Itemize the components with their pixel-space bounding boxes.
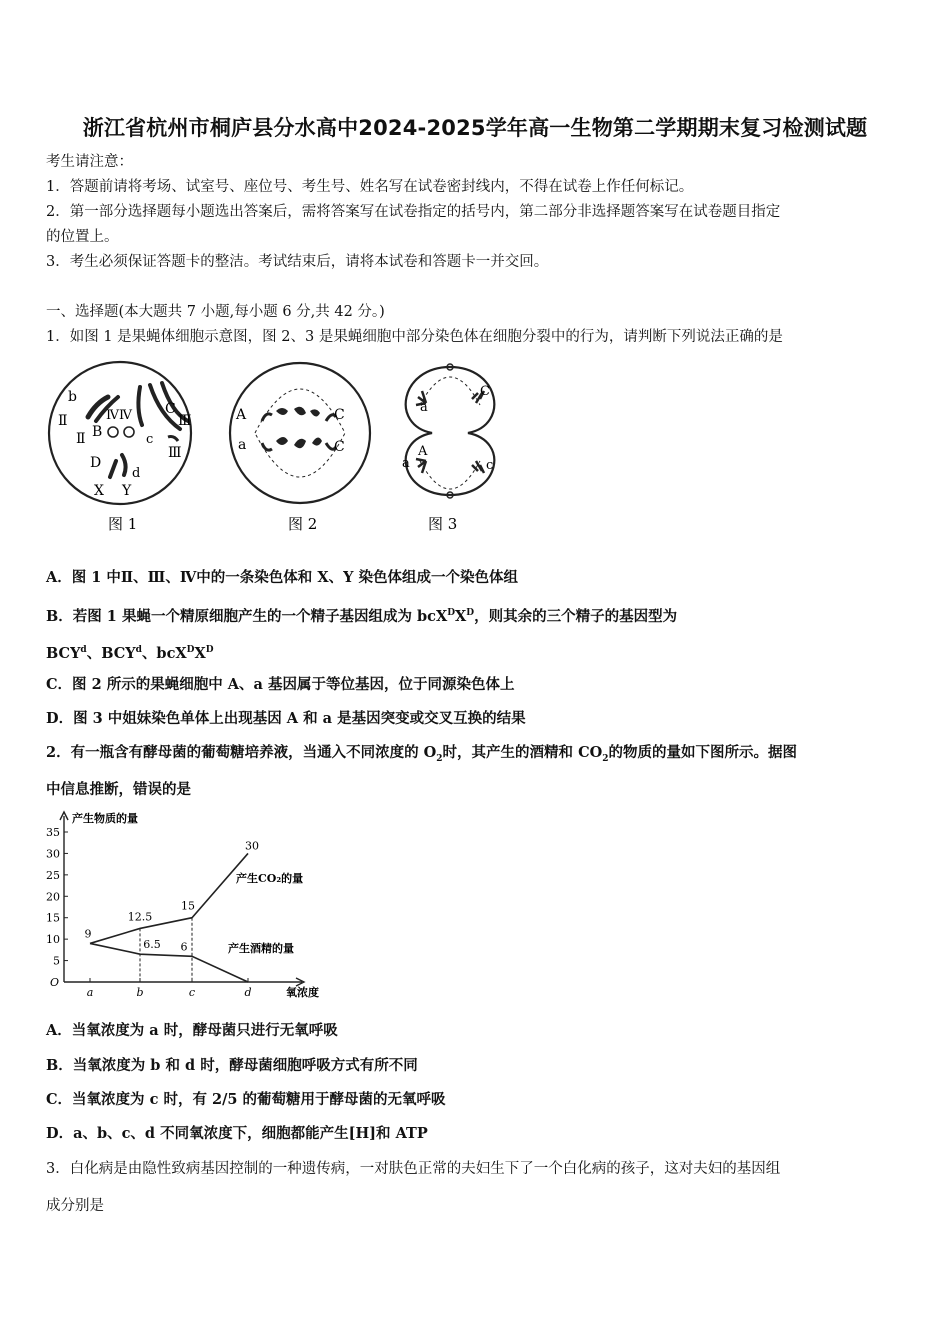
q2-option-b: B．当氧浓度为 b 和 d 时，酵母菌细胞呼吸方式有所不同 xyxy=(46,1057,418,1074)
q3-stem-line1: 3．白化病是由隐性致病基因控制的一种遗传病，一对肤色正常的夫妇生下了一个白化病的孩子，这对夫妇的基因组 xyxy=(46,1161,781,1177)
q2-chart xyxy=(40,808,340,1008)
data-label-alcohol-b: 6.5 xyxy=(143,938,161,952)
fig1-label-d: d xyxy=(132,466,141,481)
x-tick-label-b: b xyxy=(136,986,144,999)
fig1-label-B: B xyxy=(92,424,103,440)
fig3-label-a-2: a xyxy=(402,456,410,471)
q2-option-d: D．a、b、c、d 不同氧浓度下，细胞都能产生[H]和 ATP xyxy=(46,1125,428,1142)
q3-stem-line2: 成分别是 xyxy=(46,1198,104,1214)
figure-3-caption: 图 3 xyxy=(428,515,458,533)
fig3-label-C: C xyxy=(480,384,490,399)
series-line-0 xyxy=(90,853,248,943)
fig2-label-A: A xyxy=(236,407,247,423)
figure-1-caption: 图 1 xyxy=(108,515,138,533)
series-label-co2: 产生CO₂的量 xyxy=(236,872,304,885)
data-label-co2-a: 9 xyxy=(84,927,92,941)
figure-2-cell xyxy=(230,363,370,533)
fig2-label-a: a xyxy=(238,437,247,453)
q1-option-b: B．若图 1 果蝇一个精原细胞产生的一个精子基因组成为 $bcX^DX^D$，则其余的三个精子的基因型为 xyxy=(46,607,678,625)
fig3-label-A: A xyxy=(418,444,428,459)
notice-item-3: 3．考生必须保证答题卡的整洁。考试结束后，请将本试卷和答题卡一并交回。 xyxy=(46,254,549,270)
fig3-label-c: c xyxy=(486,458,494,473)
fig1-label-III: Ⅲ xyxy=(178,413,192,429)
q1-option-b-cont: BCY$^d$、BCY$^d$、$bcX^DX^D$ xyxy=(46,644,214,662)
figure-1-cell xyxy=(49,362,192,533)
y-tick-label-30: 30 xyxy=(46,847,60,861)
fig1-label-III-2: Ⅲ xyxy=(168,445,182,461)
fig1-label-Y: Y xyxy=(122,483,132,499)
y-tick-label-10: 10 xyxy=(46,933,60,947)
q2-option-c: C．当氧浓度为 c 时，有 2/5 的葡萄糖用于酵母菌的无氧呼吸 xyxy=(46,1091,446,1108)
q2-stem-line1: 2．有一瓶含有酵母菌的葡萄糖培养液，当通入不同浓度的 $O_2$时，其产生的酒精和 $CO_2$的物质的量如下图所示。据图 xyxy=(46,744,798,764)
x-axis-label: 氧浓度 xyxy=(286,986,319,999)
fig1-label-D: D xyxy=(90,455,102,471)
fig3-label-a: a xyxy=(420,400,428,415)
data-label-alcohol-c: 6 xyxy=(180,940,188,954)
x-tick-label-a: a xyxy=(86,986,94,999)
data-label-co2-b: 12.5 xyxy=(127,910,153,924)
notice-heading: 考生请注意： xyxy=(46,154,133,170)
q1-option-a: A．图 1 中Ⅱ、Ⅲ、Ⅳ中的一条染色体和 X、Y 染色体组成一个染色体组 xyxy=(46,569,518,586)
data-label-co2-c: 15 xyxy=(181,899,195,913)
fig1-label-c: c xyxy=(146,432,154,447)
fig1-label-X: X xyxy=(94,483,104,499)
section-heading: 一、选择题(本大题共 7 小题,每小题 6 分,共 42 分。) xyxy=(46,304,385,320)
fig1-label-II-2: Ⅱ xyxy=(76,431,86,447)
notice-item-2-cont: 的位置上。 xyxy=(46,229,119,245)
x-tick-label-c: c xyxy=(188,986,196,999)
fig1-label-b: b xyxy=(68,389,77,405)
y-tick-label-20: 20 xyxy=(46,890,60,904)
y-tick-label-35: 35 xyxy=(46,826,60,839)
q1-option-d: D．图 3 中姐妹染色单体上出现基因 A 和 a 是基因突变或交叉互换的结果 xyxy=(46,710,526,727)
y-tick-label-5: 5 xyxy=(53,954,60,968)
fig2-label-C: C xyxy=(334,407,345,423)
y-axis-label: 产生物质的量 xyxy=(72,812,138,825)
fig2-label-C-2: C xyxy=(334,439,345,455)
series-line-1 xyxy=(90,943,248,982)
notice-item-1: 1．答题前请将考场、试室号、座位号、考生号、姓名写在试卷密封线内，不得在试卷上作任何标记。 xyxy=(46,179,694,195)
y-tick-label-25: 25 xyxy=(46,868,60,882)
fig1-label-IV: ⅣⅣ xyxy=(106,408,132,423)
q1-option-c: C．图 2 所示的果蝇细胞中 A、a 基因属于等位基因，位于同源染色体上 xyxy=(46,676,515,693)
notice-item-2: 2．第一部分选择题每小题选出答案后，需将答案写在试卷指定的括号内，第二部分非选择题答案写在试卷题目指定 xyxy=(46,204,781,220)
q2-stem-line2: 中信息推断，错误的是 xyxy=(46,781,191,798)
x-tick-label-d: d xyxy=(244,986,252,999)
q1-stem: 1．如图 1 是果蝇体细胞示意图，图 2、3 是果蝇细胞中部分染色体在细胞分裂中的行为，请判断下列说法正确的是 xyxy=(46,329,783,345)
page-title: 浙江省杭州市桐庐县分水高中2024-2025学年高一生物第二学期期末复习检测试题 xyxy=(82,116,868,140)
q1-figures xyxy=(40,355,560,540)
q2-option-a: A．当氧浓度为 a 时，酵母菌只进行无氧呼吸 xyxy=(46,1022,338,1039)
figure-3-cell xyxy=(402,364,494,533)
fig1-label-C: C xyxy=(165,401,176,417)
fig1-label-II: Ⅱ xyxy=(58,413,68,429)
figure-2-caption: 图 2 xyxy=(288,515,318,533)
data-label-co2-d: 30 xyxy=(245,839,259,853)
series-label-alcohol: 产生酒精的量 xyxy=(228,942,294,955)
origin-label: O xyxy=(50,976,60,989)
y-tick-label-15: 15 xyxy=(46,911,60,925)
